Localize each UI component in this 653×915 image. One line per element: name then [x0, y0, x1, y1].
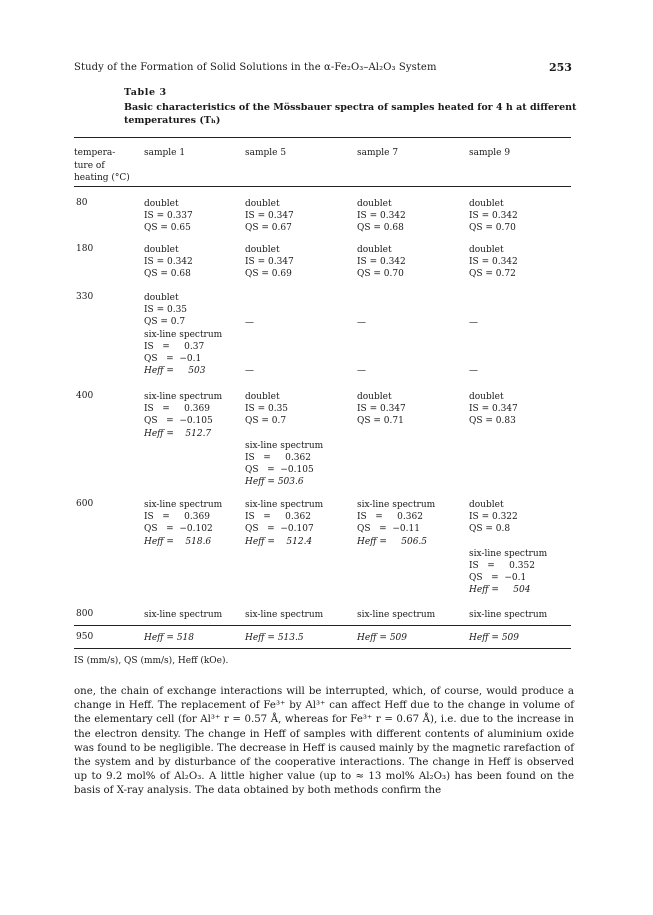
cell-line: [469, 536, 547, 548]
cell-line: IS = 0.35: [245, 404, 289, 415]
table-label: Table 3: [124, 87, 167, 98]
cell-line: six-line spectrum: [144, 500, 223, 510]
cell-line: QS = −0.102: [144, 524, 213, 535]
cell-line: six-line spectrum: [245, 440, 324, 451]
row-temperature: 800: [76, 609, 94, 619]
cell-line: [245, 428, 323, 440]
cell-line: Heff = 506.5: [357, 536, 428, 547]
table-cell: [245, 244, 294, 281]
cell-line: IS = 0.362: [245, 452, 311, 463]
cell-line: doublet: [469, 245, 504, 255]
table-cell: Heff = 509: [469, 633, 519, 643]
empty-cell-dash: —: [245, 318, 254, 328]
body-paragraph: [74, 685, 574, 799]
table-cell: Heff = 513.5: [245, 633, 304, 643]
cell-line: IS = 0.347: [469, 404, 518, 415]
empty-cell-dash: —: [357, 318, 366, 328]
cell-line: QS = 0.72: [469, 269, 516, 280]
cell-line: QS = 0.70: [469, 223, 516, 234]
empty-cell-dash: —: [469, 366, 478, 376]
row-temperature: 330: [76, 292, 94, 302]
cell-line: IS = 0.337: [144, 211, 193, 222]
cell-line: QS = 0.7: [144, 317, 186, 328]
table-cell: [144, 198, 193, 235]
table-cell: six-line spectrum: [357, 610, 436, 620]
table-top-rule: [74, 137, 571, 138]
cell-line: doublet: [144, 293, 179, 303]
table-cell: [245, 391, 323, 489]
cell-line: IS = 0.342: [357, 257, 406, 268]
cell-line: Heff = 503: [144, 366, 206, 377]
cell-line: IS = 0.347: [245, 211, 294, 222]
column-header-temperature: [74, 147, 130, 185]
cell-line: IS = 0.369: [144, 512, 210, 523]
table-cell: six-line spectrum: [144, 610, 223, 620]
cell-line: IS = 0.362: [245, 512, 311, 523]
cell-line: QS = 0.71: [357, 416, 404, 427]
cell-line: QS = 0.70: [357, 269, 404, 280]
cell-line: QS = 0.83: [469, 416, 516, 427]
paragraph-text: one, the chain of exchange interactions will be interrupted, which, of course, would produce a change in Heff. The replacement of Fe³⁺ by Al³⁺ can affect Heff due to the change in volume of the elementary cell (for Al³⁺ r = 0.57 Å, whereas for Fe³⁺ r = 0.67 Å), i.e. due to the increase in the electron density. The change in Heff of samples with different contents of aluminium oxide was found to be negligible. The decrease in Heff is caused mainly by the magnetic rarefaction of the system and by disturbance of the cooperative interactions. The change in Heff is observed up to 9.2 mol% of Al₂O₃. A little higher value (up to ≈ 13 mol% Al₂O₃) has been found on the basis of X-ray analysis. The data obtained by both methods confirm the: [74, 686, 574, 797]
cell-line: IS = 0.347: [357, 404, 406, 415]
cell-line: Heff = 503.6: [245, 477, 304, 488]
cell-line: IS = 0.35: [144, 305, 188, 316]
column-header-sample-5: sample 5: [245, 148, 287, 158]
cell-line: Heff = 504: [469, 585, 531, 596]
cell-line: IS = 0.352: [469, 560, 535, 571]
header-line: ture of: [74, 160, 105, 171]
table-cell: [144, 292, 222, 377]
cell-line: QS = −0.11: [357, 524, 420, 535]
cell-line: IS = 0.347: [245, 257, 294, 268]
cell-line: Heff = 518.6: [144, 536, 212, 547]
cell-line: QS = 0.69: [245, 269, 292, 280]
cell-line: IS = 0.322: [469, 512, 518, 523]
table-cell: six-line spectrum: [469, 610, 548, 620]
cell-line: doublet: [469, 500, 504, 510]
column-header-sample-1: sample 1: [144, 148, 186, 158]
table-cell: Heff = 509: [357, 633, 407, 643]
cell-line: QS = 0.67: [245, 223, 292, 234]
table-cell: [357, 499, 435, 548]
cell-line: Heff = 512.7: [144, 428, 212, 439]
column-header-sample-9: sample 9: [469, 148, 511, 158]
row-temperature: 600: [76, 499, 94, 509]
cell-line: six-line spectrum: [245, 500, 324, 510]
table-cell: [469, 391, 518, 428]
table-cell: [469, 198, 518, 235]
cell-line: QS = 0.8: [469, 524, 511, 535]
cell-line: six-line spectrum: [144, 392, 223, 402]
table-cell: Heff = 518: [144, 633, 194, 643]
page-number: 253: [549, 61, 572, 74]
cell-line: IS = 0.342: [469, 211, 518, 222]
column-header-sample-7: sample 7: [357, 148, 399, 158]
empty-cell-dash: —: [245, 366, 254, 376]
cell-line: Heff = 512.4: [245, 536, 313, 547]
cell-line: IS = 0.342: [357, 211, 406, 222]
table-cell: [144, 391, 222, 440]
header-line: tempera-: [74, 148, 116, 158]
cell-line: six-line spectrum: [144, 329, 223, 340]
cell-line: IS = 0.342: [469, 257, 518, 268]
cell-line: QS = −0.105: [144, 416, 213, 427]
cell-line: IS = 0.362: [357, 512, 423, 523]
table-cell: [144, 499, 222, 548]
row-temperature: 80: [76, 198, 88, 208]
row-temperature: 180: [76, 244, 94, 254]
table-bottom-rule: [74, 648, 571, 649]
table-cell: [144, 244, 193, 281]
cell-line: doublet: [144, 245, 179, 255]
table-row-rule: [74, 625, 571, 626]
table-caption: Basic characteristics of the Mössbauer spectra of samples heated for 4 h at different temperatures (Tₕ): [124, 102, 577, 126]
cell-line: QS = −0.1: [469, 573, 527, 584]
cell-line: QS = 0.68: [144, 269, 191, 280]
cell-line: six-line spectrum: [469, 548, 548, 559]
cell-line: doublet: [245, 392, 280, 402]
table-cell: [245, 499, 323, 548]
table-cell: [469, 244, 518, 281]
row-temperature: 400: [76, 391, 94, 401]
cell-line: QS = 0.65: [144, 223, 191, 234]
header-line: heating (°C): [74, 173, 130, 183]
cell-line: doublet: [469, 392, 504, 402]
row-temperature: 950: [76, 632, 94, 642]
cell-line: IS = 0.37: [144, 341, 205, 352]
cell-line: QS = 0.68: [357, 223, 404, 234]
cell-line: doublet: [144, 199, 179, 209]
table-cell: [357, 244, 406, 281]
table-footnote: IS (mm/s), QS (mm/s), Heff (kOe).: [74, 656, 229, 666]
table-cell: six-line spectrum: [245, 610, 324, 620]
cell-line: QS = −0.105: [245, 465, 314, 476]
cell-line: doublet: [357, 392, 392, 402]
cell-line: IS = 0.342: [144, 257, 193, 268]
cell-line: doublet: [357, 245, 392, 255]
cell-line: QS = 0.7: [245, 416, 287, 427]
empty-cell-dash: —: [357, 366, 366, 376]
cell-line: QS = −0.1: [144, 353, 202, 364]
table-cell: [245, 198, 294, 235]
cell-line: doublet: [469, 199, 504, 209]
cell-line: IS = 0.369: [144, 404, 210, 415]
empty-cell-dash: —: [469, 318, 478, 328]
table-cell: [469, 499, 547, 597]
table-cell: [357, 198, 406, 235]
cell-line: six-line spectrum: [357, 500, 436, 510]
cell-line: doublet: [357, 199, 392, 209]
cell-line: doublet: [245, 199, 280, 209]
table-cell: [357, 391, 406, 428]
cell-line: QS = −0.107: [245, 524, 314, 535]
table-header-rule: [74, 186, 571, 187]
running-head: Study of the Formation of Solid Solutions in the α-Fe₂O₃–Al₂O₃ System: [74, 62, 437, 73]
cell-line: doublet: [245, 245, 280, 255]
